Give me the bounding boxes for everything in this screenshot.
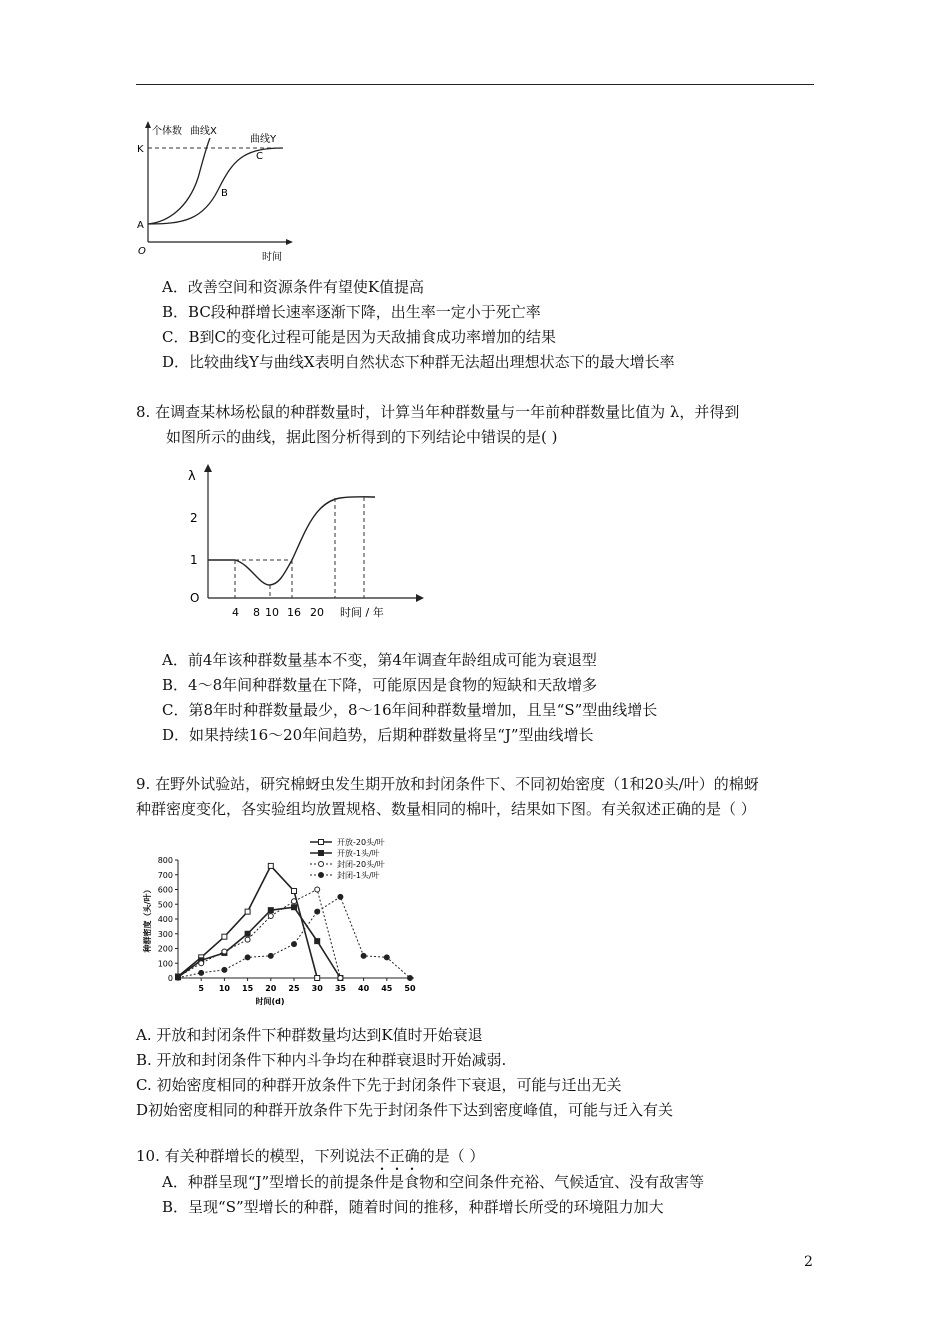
x-tick-label: 50 — [404, 984, 416, 993]
fig2-tick-2: 2 — [190, 511, 198, 525]
data-point — [245, 937, 250, 942]
q8-stem-line2: 如图所示的曲线，据此图分析得到的下列结论中错误的是( ) — [166, 428, 558, 446]
x-tick-label: 10 — [218, 984, 230, 993]
curve-x — [148, 138, 210, 224]
data-point — [268, 908, 273, 913]
fig2-x-tick: 4 — [232, 606, 239, 619]
q8-stem-line1: 8. 在调查某林场松鼠的种群数量时，计算当年种群数量与一年前种群数量比值为 λ，并得到 — [136, 403, 740, 421]
data-point — [222, 934, 227, 939]
legend-marker — [319, 873, 324, 878]
data-point — [222, 949, 227, 954]
legend-marker — [319, 851, 324, 856]
curve-y-label: 曲线Y — [250, 134, 277, 145]
q8-option-b: B．4～8年间种群数量在下降，可能原因是食物的短缺和天敌增多 — [162, 676, 598, 694]
fig1-origin: O — [138, 246, 146, 257]
q8-option-a: A．前4年该种群数量基本不变，第4年调查年龄组成可能为衰退型 — [162, 651, 597, 669]
data-point — [292, 888, 297, 893]
y-tick-label: 700 — [157, 870, 173, 880]
legend-label: 开放-1头/叶 — [337, 849, 380, 858]
q8-option-c: C．第8年时种群数量最少，8～16年间种群数量增加，且呈“S”型曲线增长 — [162, 701, 658, 719]
q7-option-a: A．改善空间和资源条件有望使K值提高 — [162, 278, 425, 296]
y-axis-label: 种群密度（头/叶） — [143, 885, 152, 953]
q10-stem-post: 的是（ ） — [419, 1147, 485, 1165]
x-tick-label: 25 — [288, 984, 300, 993]
y-tick-label: 600 — [157, 885, 173, 895]
x-tick-label: 5 — [198, 984, 204, 993]
fig2-origin: O — [190, 591, 200, 605]
legend-label: 封闭-1头/叶 — [337, 871, 380, 880]
lambda-curve — [208, 497, 375, 585]
q9-option-c: C. 初始密度相同的种群开放条件下先于封闭条件下衰退，可能与迁出无关 — [136, 1076, 622, 1094]
q9-option-a: A. 开放和封闭条件下种群数量均达到K值时开始衰退 — [136, 1026, 483, 1044]
legend-label: 封闭-20头/叶 — [337, 860, 385, 869]
fig2-x-tick: 10 — [265, 606, 279, 619]
x-tick-label: 35 — [334, 984, 346, 993]
x-tick-label: 30 — [311, 984, 323, 993]
c-label: C — [256, 151, 263, 162]
legend-label: 开放-20头/叶 — [337, 838, 385, 847]
data-point — [199, 970, 204, 975]
q7-option-b: B．BC段种群增长速率逐渐下降，出生率一定小于死亡率 — [162, 303, 541, 321]
x-tick-label: 15 — [242, 984, 254, 993]
curve-x-label: 曲线X — [190, 126, 217, 137]
x-tick-label: 40 — [358, 984, 370, 993]
data-point — [268, 863, 273, 868]
data-point — [315, 976, 320, 981]
q7-option-d: D．比较曲线Y与曲线X表明自然状态下种群无法超出理想状态下的最大增长率 — [162, 353, 675, 371]
x-axis-label: 时间(d) — [255, 997, 285, 1006]
data-point — [315, 939, 320, 944]
page-number: 2 — [804, 1254, 813, 1270]
data-point — [292, 899, 297, 904]
data-point — [338, 976, 343, 981]
fig2-x-tick: 20 — [310, 606, 324, 619]
legend-marker — [319, 840, 324, 845]
fig2-y-label: λ — [188, 469, 196, 484]
x-tick-label: 45 — [381, 984, 393, 993]
q8-option-d: D．如果持续16～20年间趋势，后期种群数量将呈“J”型曲线增长 — [162, 726, 594, 744]
data-point — [199, 961, 204, 966]
q10-option-b: B．呈现“S”型增长的种群，随着时间的推移，种群增长所受的环境阻力加大 — [162, 1198, 664, 1216]
y-tick-label: 0 — [167, 974, 173, 983]
data-point — [292, 942, 297, 947]
q9-stem-line1: 9. 在野外试验站，研究棉蚜虫发生期开放和封闭条件下、不同初始密度（1和20头/叶）的棉蚜 — [136, 775, 759, 793]
data-point — [245, 909, 250, 914]
header-rule — [136, 84, 814, 85]
legend-marker — [319, 862, 324, 867]
q9-stem-line2: 种群密度变化，各实验组均放置规格、数量相同的棉叶，结果如下图。有关叙述正确的是（ ） — [136, 800, 756, 818]
data-point — [315, 909, 320, 914]
q7-option-c: C．B到C的变化过程可能是因为天敌捕食成功率增加的结果 — [162, 328, 556, 346]
data-point — [176, 975, 181, 980]
q10-stem-emphasis: 不正确 — [374, 1147, 420, 1165]
fig2-x-tick: 8 — [253, 606, 260, 619]
data-point — [384, 955, 389, 960]
data-point — [245, 931, 250, 936]
q9-option-b: B. 开放和封闭条件下种内斗争均在种群衰退时开始减弱. — [136, 1051, 507, 1069]
data-point — [315, 887, 320, 892]
q10-stem — [136, 1146, 484, 1174]
q9-option-d: D初始密度相同的种群开放条件下先于封闭条件下达到密度峰值，可能与迁入有关 — [136, 1101, 674, 1119]
density-chart — [140, 834, 430, 1010]
y-tick-label: 100 — [157, 959, 173, 969]
fig2-x-label: 时间 / 年 — [340, 606, 384, 619]
fig1-x-label: 时间 — [262, 252, 282, 263]
growth-curves-figure — [128, 118, 300, 268]
a-label: A — [137, 220, 144, 231]
x-tick-label: 20 — [265, 984, 277, 993]
y-tick-label: 400 — [157, 915, 173, 924]
lambda-curve-figure — [180, 460, 430, 622]
data-point — [338, 894, 343, 899]
y-tick-label: 500 — [157, 900, 173, 910]
data-point — [361, 953, 366, 958]
q10-option-a: A．种群呈现“J”型增长的前提条件是食物和空间条件充裕、气候适宜、没有敌害等 — [162, 1173, 705, 1191]
fig1-y-label: 个体数 — [152, 126, 182, 137]
y-tick-label: 800 — [157, 856, 173, 865]
data-point — [408, 976, 413, 981]
y-tick-label: 300 — [157, 929, 173, 939]
data-point — [268, 953, 273, 958]
data-point — [222, 967, 227, 972]
fig2-x-tick: 16 — [287, 606, 301, 619]
y-tick-label: 200 — [157, 944, 173, 954]
b-label: B — [221, 188, 228, 199]
data-point — [245, 955, 250, 960]
data-point — [268, 914, 273, 919]
k-label: K — [137, 144, 144, 155]
q10-stem-pre: 10. 有关种群增长的模型，下列说法 — [136, 1147, 375, 1165]
data-point — [292, 905, 297, 910]
fig2-tick-1: 1 — [190, 553, 198, 567]
